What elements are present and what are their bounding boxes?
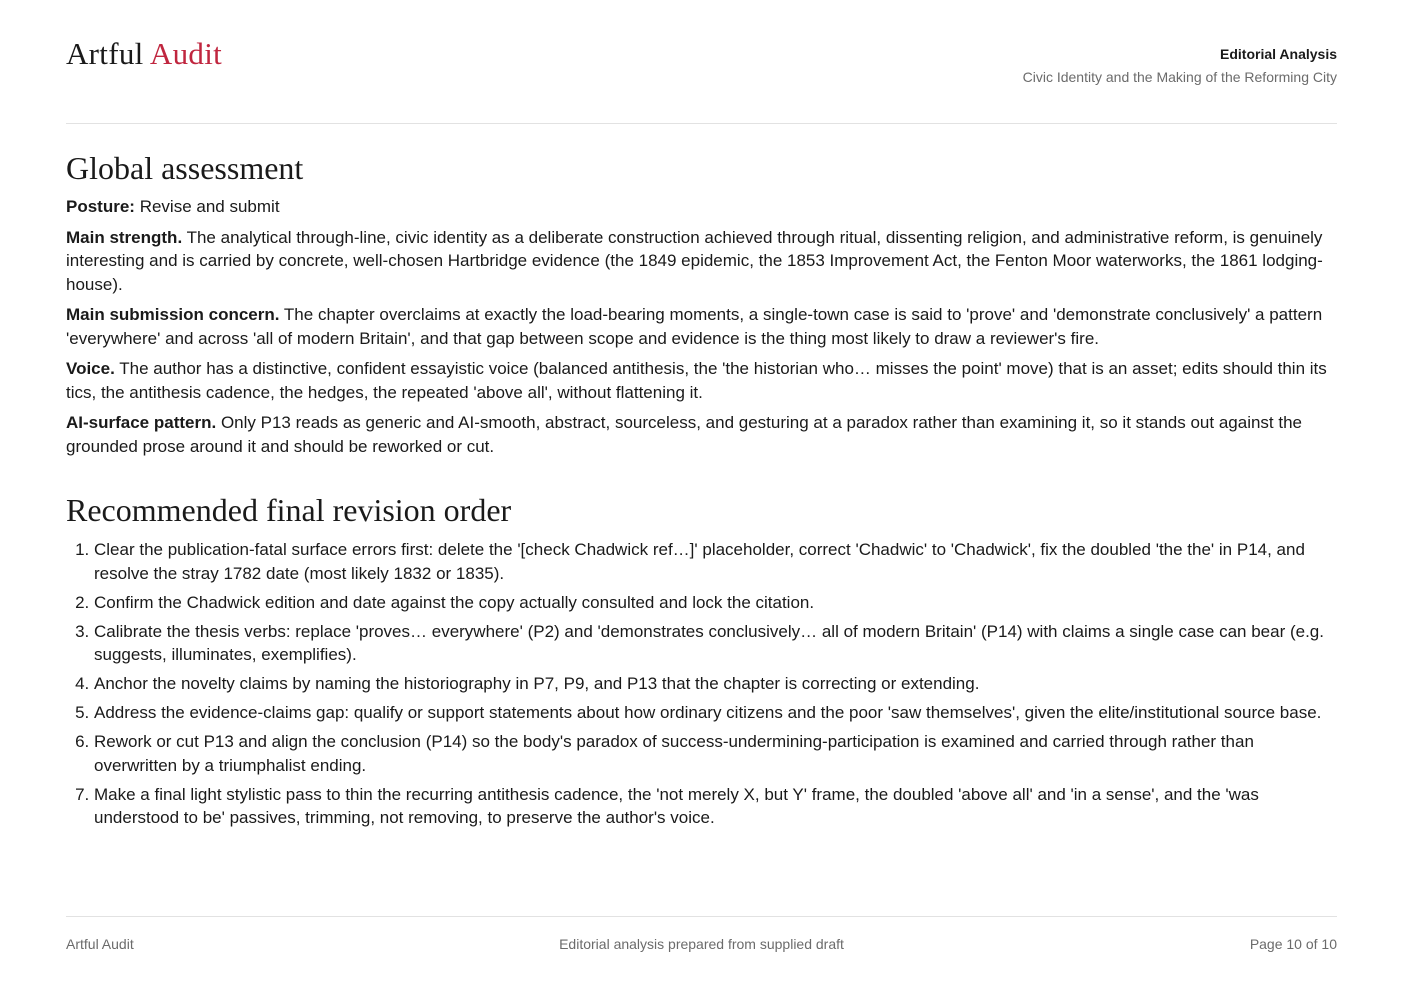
assessment-text: Only P13 reads as generic and AI-smooth, abstract, sourceless, and gesturing at a paradox rather than examining it, so it stands out against the grounded prose around it and should be reworked or cut. [66, 413, 1302, 456]
brand-name-part1: Artful [66, 36, 144, 71]
assessment-item [66, 303, 1337, 350]
assessment-item [66, 357, 1337, 404]
page-number: Page 10 of 10 [1249, 936, 1337, 952]
assessment-text: The author has a distinctive, confident essayistic voice (balanced antithesis, the 'the historian who… misses the point' move) that is an asset; edits should thin its tics, the antithesis cadence, the hedges, the repeated 'above all', without flattening it. [66, 359, 1327, 402]
brand-name-part2: Audit [149, 36, 223, 71]
revision-order-list [66, 538, 1337, 835]
section-heading-revision-order: Recommended final revision order [66, 492, 512, 528]
document-page [66, 0, 1337, 993]
assessment-label: Main strength. [66, 227, 183, 247]
footer-note: Editorial analysis prepared from supplied draft [559, 936, 844, 952]
assessment-text: Revise and submit [139, 197, 280, 216]
assessment-item [66, 195, 1337, 219]
header-meta [1023, 45, 1337, 86]
assessment-text: The chapter overclaims at exactly the load-bearing moments, a single-town case is said to 'prove' and 'demonstrate conclusively' a pattern 'everywhere' and across 'all of modern Britain', and that gap between scope and evidence is the thing most likely to draw a reviewer's fire. [66, 305, 1323, 348]
assessment-label: Main submission concern. [66, 305, 280, 324]
global-assessment-body [66, 195, 1337, 465]
revision-step: 7. Make a final light stylistic pass to thin the recurring antithesis cadence, the 'not merely X, but Y' frame, the doubled 'above all' and 'in a sense', and the 'was understood to be' passives, trimming, not removing, to preserve the author's voice. [94, 783, 1337, 830]
page-header [66, 34, 1337, 94]
assessment-label: Voice. [66, 359, 115, 378]
revision-step: 5. Address the evidence-claims gap: qualify or support statements about how ordinary citizens and the poor 'saw themselves', given the elite/institutional source base. [94, 701, 1337, 725]
section-heading-global-assessment: Global assessment [66, 150, 304, 186]
header-divider [66, 123, 1337, 124]
header-kicker: Editorial Analysis [1220, 46, 1337, 62]
document-subtitle: Civic Identity and the Making of the Reforming City [1022, 69, 1337, 85]
footer-brand: Artful Audit [66, 936, 134, 952]
assessment-text: The analytical through-line, civic identity as a deliberate construction achieved through ritual, dissenting religion, and administrative reform, is genuinely interesting and is carried by concrete, well-chosen Hartbridge evidence (the 1849 epidemic, the 1853 Improvement Act, the Fenton Moor waterworks, the 1861 lodging-house). [66, 227, 1323, 294]
page-footer [66, 936, 1337, 956]
footer-divider [66, 916, 1337, 917]
assessment-label: Posture: [66, 197, 135, 216]
revision-step: 3. Calibrate the thesis verbs: replace 'proves… everywhere' (P2) and 'demonstrates conclusively… all of modern Britain' (P14) with claims a single case can bear (e.g. suggests, illuminates, exemplifies). [94, 620, 1337, 667]
revision-step: 4. Anchor the novelty claims by naming the historiography in P7, P9, and P13 that the chapter is correcting or extending. [94, 672, 1337, 696]
assessment-item [66, 226, 1337, 297]
brand-logo [66, 36, 222, 72]
revision-step: 1. Clear the publication-fatal surface errors first: delete the '[check Chadwick ref…]' placeholder, correct 'Chadwic' to 'Chadwick', fix the doubled 'the the' in P14, and resolve the stray 1782 date (most likely 1832 or 1835). [94, 538, 1337, 585]
revision-step: 2. Confirm the Chadwick edition and date against the copy actually consulted and lock the citation. [94, 591, 1337, 615]
assessment-label: AI-surface pattern. [66, 413, 217, 432]
revision-step: 6. Rework or cut P13 and align the conclusion (P14) so the body's paradox of success-undermining-participation is examined and carried through rather than overwritten by a triumphalist ending. [94, 730, 1337, 777]
assessment-item [66, 411, 1337, 458]
